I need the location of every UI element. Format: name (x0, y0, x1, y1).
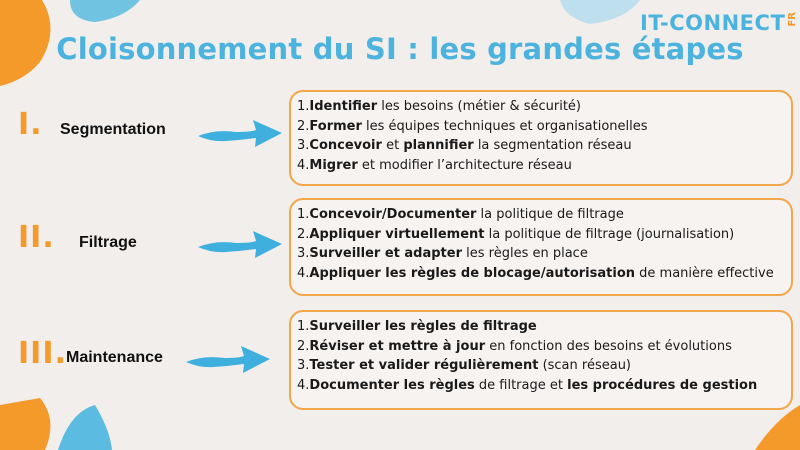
step-number: 1. (297, 99, 310, 114)
step-text-bold: Identifier (309, 99, 378, 114)
step-number: 2. (297, 226, 310, 242)
step-number: 4. (297, 377, 310, 393)
blue-shape-bottom-left (58, 405, 112, 450)
step-text-bold: Migrer (309, 157, 358, 173)
step-text-bold: Documenter les règles (309, 377, 475, 393)
step-number: 3. (297, 246, 310, 261)
logo-text: IT-CONNECT (640, 11, 786, 35)
step-item (297, 225, 785, 245)
stage-numeral-2: II. (18, 220, 55, 255)
arrow-right-icon (184, 340, 272, 378)
step-text: de manière effective (635, 265, 774, 281)
step-text-bold: Réviser et mettre à jour (309, 338, 486, 354)
step-text: et (381, 138, 404, 153)
step-text-bold: Surveiller les règles de filtrage (309, 319, 537, 334)
step-item (297, 317, 785, 337)
step-text: les équipes techniques et organisationelles (361, 118, 648, 134)
step-text-bold: plannifier (403, 138, 474, 153)
step-number: 2. (297, 118, 310, 134)
stage-label-segmentation: Segmentation (60, 121, 166, 138)
step-number: 2. (297, 338, 310, 354)
page-title: Cloisonnement du SI : les grandes étapes (56, 32, 744, 66)
step-item (297, 117, 785, 137)
step-text-bold: Concevoir/Documenter (309, 207, 477, 222)
stage-numeral-3: III. (18, 336, 67, 371)
step-text-bold: Tester et valider régulièrement (309, 358, 539, 373)
arrow-right-icon (196, 114, 284, 152)
step-number: 1. (297, 319, 310, 334)
step-text-bold: Appliquer les règles de blocage/autorisation (309, 265, 636, 281)
step-text: la segmentation réseau (473, 138, 632, 153)
logo-suffix: FR (787, 12, 799, 27)
step-item (297, 205, 785, 225)
step-item (297, 264, 785, 284)
step-text: et modifier l’architecture réseau (357, 157, 572, 173)
step-number: 4. (297, 265, 310, 281)
step-text: (scan réseau) (538, 358, 632, 373)
step-item (297, 97, 785, 117)
steps-list-maintenance (297, 317, 785, 395)
step-item (297, 136, 785, 156)
step-number: 1. (297, 207, 310, 222)
step-text: la politique de filtrage (journalisation) (484, 226, 735, 242)
light-blue-shape-top-right (560, 0, 640, 24)
orange-shape-bottom-left (0, 398, 50, 450)
step-item (297, 356, 785, 376)
step-text: les besoins (métier & sécurité) (377, 99, 582, 114)
blue-shape-top (70, 0, 140, 22)
step-text-bold: Concevoir (309, 138, 382, 153)
step-text-bold: les procédures de gestion (567, 377, 758, 393)
step-number: 3. (297, 138, 310, 153)
steps-box-maintenance (289, 310, 793, 410)
step-text-bold: Surveiller et adapter (309, 246, 463, 261)
orange-shape-bottom-right (755, 405, 800, 450)
step-text-bold: Appliquer virtuellement (309, 226, 485, 242)
step-text: la politique de filtrage (476, 207, 624, 222)
step-item (297, 376, 785, 396)
step-text: de filtrage et (474, 377, 568, 393)
step-number: 3. (297, 358, 310, 373)
steps-box-filtrage (289, 198, 793, 296)
arrow-right-icon (196, 225, 284, 263)
stage-numeral-1: I. (18, 107, 43, 142)
stage-label-filtrage: Filtrage (79, 234, 137, 251)
step-item (297, 156, 785, 176)
step-item (297, 337, 785, 357)
step-text: en fonction des besoins et évolutions (485, 338, 732, 354)
steps-list-segmentation (297, 97, 785, 175)
steps-list-filtrage (297, 205, 785, 283)
steps-box-segmentation (289, 90, 793, 186)
stage-label-maintenance: Maintenance (66, 349, 163, 366)
step-item (297, 244, 785, 264)
step-number: 4. (297, 157, 310, 173)
step-text-bold: Former (309, 118, 362, 134)
step-text: les règles en place (462, 246, 588, 261)
